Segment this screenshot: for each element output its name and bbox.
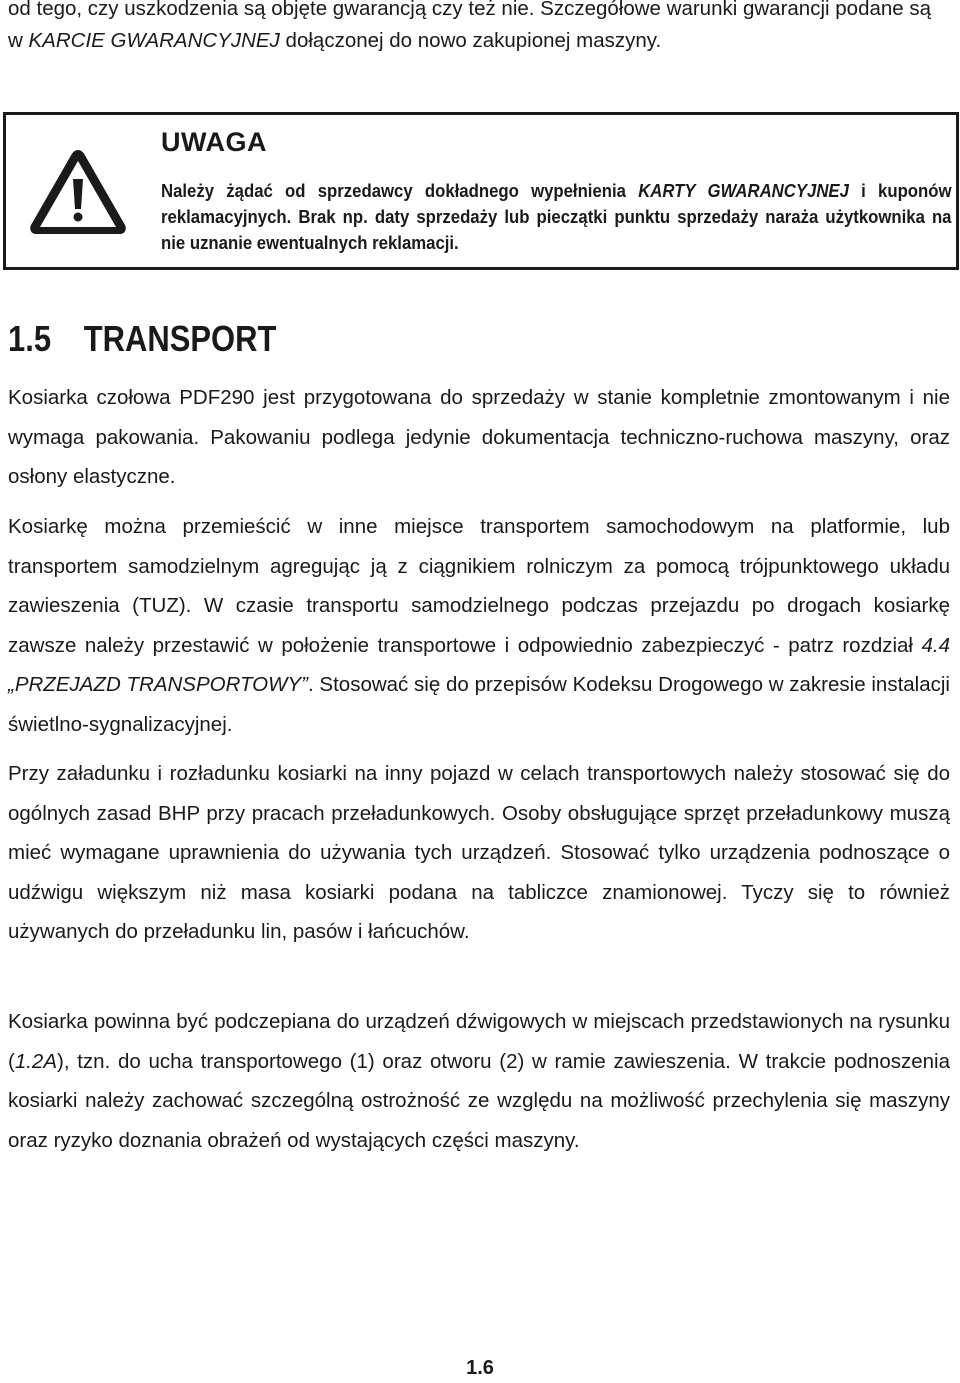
- warning-body-tail: i kuponów reklamacyjnych. Brak np. daty sprzedaży lub pieczątki punktu sprzedaży naraża użytkownika na nie uznanie ewentualnych reklamacji.: [161, 181, 952, 253]
- warning-body-italic: KARTY GWARANCYJNEJ: [638, 181, 849, 201]
- paragraph-1: Kosiarka czołowa PDF290 jest przygotowana do sprzedaży w stanie kompletnie zmontowanym i nie wymaga pakowania. Pakowaniu podlega jedynie dokumentacja techniczno-ruchowa maszyny, oraz osłony elastyczne.: [8, 386, 950, 488]
- paragraph-4-tail: ), tzn. do ucha transportowego (1) oraz otworu (2) w ramie zawieszenia. W trakcie podnoszenia kosiarki należy zachować szczególną ostrożność ze względu na możliwość przechylenia się maszyny oraz ryzyko doznania obrażeń od wystających części maszyny.: [8, 1049, 950, 1152]
- warning-box: [3, 112, 959, 270]
- warning-body: [161, 178, 952, 256]
- paragraph-2-italic: 4.4 „PRZEJAZD TRANSPORTOWY”: [8, 633, 950, 696]
- paragraph-2: [8, 507, 950, 744]
- paragraph-2-tail: . Stosować się do przepisów Kodeksu Drogowego w zakresie instalacji świetlno-sygnalizacyjnej.: [8, 673, 950, 736]
- warning-triangle-icon: [28, 147, 128, 237]
- section-number: 1.5: [8, 318, 52, 359]
- paragraph-4-text: Kosiarka powinna być podczepiana do urządzeń dźwigowych w miejscach przedstawionych na rysunku (: [8, 1010, 950, 1073]
- section-title: TRANSPORT: [83, 318, 277, 359]
- intro-paragraph: [8, 0, 950, 57]
- intro-text: od tego, czy uszkodzenia są objęte gwarancją czy też nie. Szczegółowe warunki gwarancji podane są w: [8, 0, 932, 52]
- warning-body-text: Należy żądać od sprzedawcy dokładnego wypełnienia: [161, 181, 639, 201]
- section-heading: [8, 318, 276, 360]
- paragraph-2-text: Kosiarkę można przemieścić w inne miejsce transportem samochodowym na platformie, lub transportem samodzielnym agregując ją z ciągnikiem rolniczym za pomocą trójpunktowego układu zawieszenia (TUZ). W czasie transportu samodzielnego podczas przejazdu po drogach kosiarkę zawsze należy przestawić w położenie transportowe i odpowiednio zabezpieczyć - patrz rozdział: [8, 515, 950, 657]
- paragraph-3: Przy załadunku i rozładunku kosiarki na inny pojazd w celach transportowych należy stosować się do ogólnych zasad BHP przy pracach przeładunkowych. Osoby obsługujące sprzęt przeładunkowy muszą mieć wymagane uprawnienia do używania tych urządzeń. Stosować tylko urządzenia podnoszące o udźwigu większym niż masa kosiarki podana na tabliczce znamionowej. Tyczy się to również używanych do przeładunku lin, pasów i łańcuchów.: [8, 762, 950, 943]
- paragraph-4-italic: 1.2A: [14, 1049, 57, 1073]
- warning-title: UWAGA: [161, 127, 267, 157]
- page-number: 1.6: [466, 1357, 494, 1379]
- paragraph-4: [8, 1002, 950, 1160]
- intro-italic-text: KARCIE GWARANCYJNEJ: [28, 29, 280, 52]
- intro-tail-text: dołączonej do nowo zakupionej maszyny.: [279, 29, 662, 52]
